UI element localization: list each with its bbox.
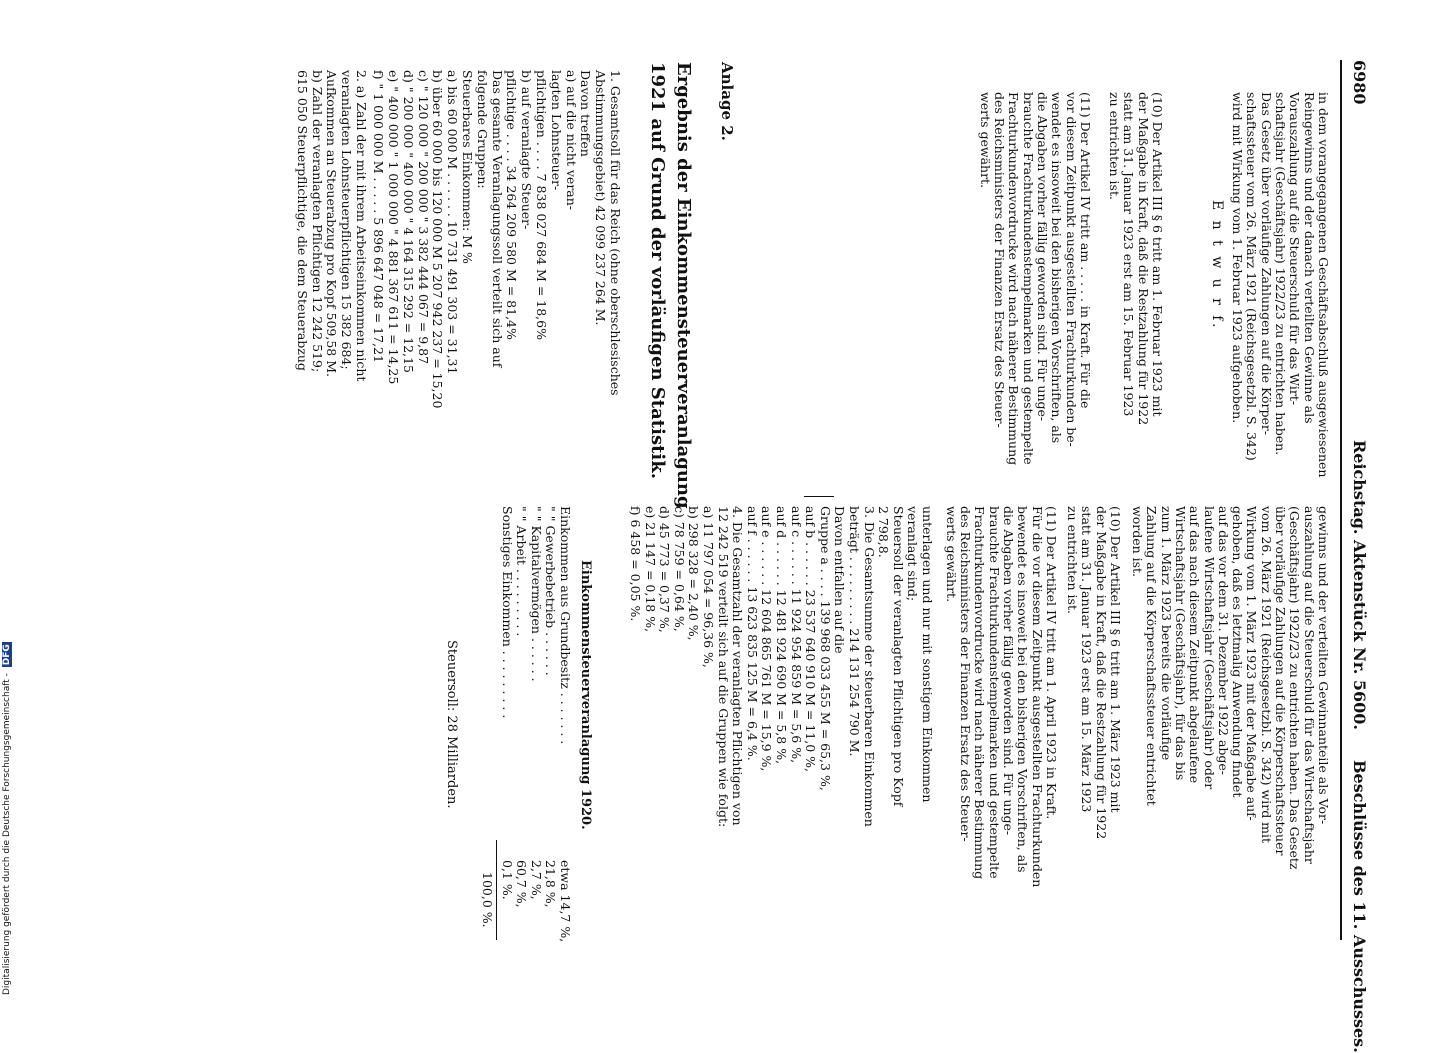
statistic-line: e) " 400 000 " 1 000 000 " 4 881 367 611 = 14,25 — [386, 70, 401, 385]
footer — [2, 605, 16, 995]
statistic-line: auf d . . . . . . 12 481 924 690 M = 5,8 %, — [774, 506, 789, 765]
statistic-line: 615 050 Steuerpflichtige, die dem Steuerabzug — [294, 70, 310, 371]
paragraph-10-line: (10) Der Artikel III § 6 tritt am 1. März 1923 mit — [1108, 506, 1123, 813]
intro-line: vom 26. März 1921 (Reichsgesetzbl. S. 342) wird mit — [1258, 506, 1274, 844]
paragraph-10-line: statt am 31. Januar 1923 erst am 15. Februar 1923 — [1121, 92, 1137, 417]
intro-line: worden ist. — [1130, 506, 1146, 578]
statistic-line: e) 21 147 = 0,18 %, — [642, 506, 658, 633]
statistic-line: beträgt . . . . . . . . . 214 131 254 790 M. — [847, 506, 862, 757]
section-title: E n t w u r f. — [1209, 200, 1225, 331]
annex-title: Anlage 2. — [718, 62, 736, 141]
statistic-line: Das gesamte Veranlagungssoll verteilt sich auf — [489, 70, 505, 368]
paragraph-11-line: (11) Der Artikel IV tritt am . . . . . in Kraft. Für die — [1078, 92, 1093, 409]
page-header — [1340, 60, 1369, 1053]
table-row-label: " " Arbeit . . . . . . . . . — [514, 506, 530, 637]
intro-line: Das Gesetz über vorläufige Zahlungen auf die Körper- — [1258, 92, 1274, 436]
paragraph-11-line: vor diesem Zeitpunkt ausgestellten Frachturkunden be- — [1063, 92, 1079, 447]
statistic-line: auf f . . . . . . 13 623 835 125 M = 6,4 %. — [744, 506, 760, 761]
statistic-line: d) " 200 000 " 400 000 " 4 164 315 292 = 12,15 — [400, 70, 416, 374]
paragraph-11-line: Frachturkundenvordrucke wird nach näherer Bestimmung — [1006, 92, 1022, 466]
paragraph-11-line: werts gewährt. — [977, 92, 993, 189]
statistic-line: lagten Lohnsteuer- — [548, 70, 564, 191]
statistic-line: Abstimmungsgebiet) 42 099 237 264 M. — [593, 70, 609, 326]
intro-line: Reingewinns und der danach verteilten Gewinne als — [1301, 92, 1317, 424]
statistic-line: b) auf veranlagte Steuer- — [519, 70, 535, 230]
paragraph-11-line: brauchte Frachturkundenstempelmarken und gestempelte — [1020, 92, 1036, 465]
statistic-line: pflichtigen . . . . 7 838 027 684 M = 18,6% — [534, 70, 549, 340]
paragraph-10-line: der Maßgabe in Kraft, daß die Restzahlung für 1922 — [1135, 92, 1151, 426]
dfg-logo: DFG — [2, 644, 12, 666]
statistic-line: f) " 1 000 000 M . . . . . 5 896 647 048 = 17,21 — [371, 70, 387, 363]
header-subtitle: Beschlüsse des 11. Ausschusses. — [1350, 760, 1369, 1053]
annex-heading: Ergebnis der Einkommensteuerveranlagung — [673, 62, 694, 509]
column-divider — [804, 496, 834, 497]
paragraph-11-line: Für die vor diesem Zeitpunkt ausgestellten Frachturkunden — [1029, 506, 1045, 888]
statistic-line: auf c . . . . . . 11 924 954 859 M = 5,6 %, — [788, 506, 804, 764]
statistic-line: 2 798,8. — [876, 506, 892, 558]
intro-line: laufene Wirtschaftsjahr (Geschäftsjahr) oder — [1201, 506, 1217, 790]
tax-target-total: Steuersoll: 28 Milliarden. — [444, 640, 459, 809]
statistic-line: a) 11 797 054 = 96,36 %, — [701, 506, 716, 668]
table-row-value: 2,7 %, — [529, 860, 544, 900]
statistic-line: a) auf die nicht veran- — [563, 70, 579, 211]
intro-line: schaftsjahr (Geschäftsjahr) 1922/23 zu entrichten haben. — [1273, 92, 1289, 456]
intro-line: auf das vor dem 31. Dezember 1922 abge- — [1215, 506, 1231, 776]
table-row-value: 60,7 %, — [514, 860, 530, 908]
paragraph-11-line: die Abgaben vorher fällig geworden sind. Für unge- — [1001, 506, 1017, 836]
statistic-line: Aufkommen an Steuerabzug pro Kopf 509,58 M. — [324, 70, 340, 377]
sum-rule — [496, 840, 497, 940]
paragraph-11-line: brauchte Frachturkundenstempelmarken und gestempelte — [986, 506, 1002, 879]
paragraph-10-line: statt am 31. Januar 1923 erst am 15. März 1923 — [1079, 506, 1095, 813]
statistic-line: auf b . . . . . . 23 537 640 910 M = 11,0 %, — [803, 506, 819, 773]
table-row-label: " " Gewerbebetrieb . . . . . . — [543, 506, 559, 676]
paragraph-11-line: des Reichsministers der Finanzen Ersatz des Steuer- — [992, 92, 1008, 428]
intro-line: zum 1. März 1923 bereits die vorläufige — [1158, 506, 1174, 761]
intro-line: gehoben, daß es letztmalig Anwendung findet — [1230, 506, 1246, 798]
statistic-line: Davon treffen — [578, 70, 594, 157]
intro-line: Zahlung auf die Körperschaftssteuer entrichtet — [1144, 506, 1160, 806]
statistic-line: veranlagten Lohnsteuerpflichtigen 15 382 684; — [339, 70, 355, 370]
page-number: 6980 — [1350, 60, 1369, 105]
table-row-label: Sonstiges Einkommen . . . . . . . . . — [500, 506, 515, 719]
statistic-line: unterlagen und nur mit sonstigem Einkommen — [920, 506, 935, 803]
table-row-label: " " Kapitalvermögen . . . . . . — [529, 506, 544, 682]
table-total: 100,0 %. — [480, 872, 495, 928]
statistic-line: Steuerbares Einkommen: M % — [460, 70, 475, 264]
intro-line: Vorauszahlung auf die Steuerschuld für das Wirt- — [1287, 92, 1303, 406]
intro-line: Wirtschaftsjahr (Geschäftsjahr), für das bis — [1173, 506, 1188, 781]
header-rule — [1340, 60, 1342, 940]
paragraph-11-line: des Reichsministers der Finanzen Ersatz des Steuer- — [958, 506, 974, 842]
footer-text: Digitalisierung gefördert durch die Deutsche Forschungsgemeinschaft - — [2, 673, 12, 995]
statistic-line: Gruppe a . . . . 139 968 033 455 M = 65,3 %, — [817, 506, 833, 791]
intro-line: gewinns und der verteilten Gewinnanteile als Vor- — [1316, 506, 1331, 825]
intro-line: auf das nach diesem Zeitpunkt abgelaufene — [1187, 506, 1203, 784]
statistic-line: b) 298 328 = 2,40 %, — [686, 506, 702, 641]
table-title: Einkommensteuerveranlagung 1920. — [578, 560, 593, 830]
statistic-line: c) 78 759 = 0,64 %, — [671, 506, 687, 632]
paragraph-11-line: wendet es insoweit bei den bisherigen Vorschriften, als — [1049, 92, 1065, 444]
paragraph-10-line: zu entrichten ist. — [1107, 92, 1123, 200]
statistic-line: 12 242 519 verteilt sich auf die Gruppen wie folgt: — [715, 506, 731, 828]
intro-line: schaftssteuer vom 26. März 1921 (Reichsgesetzbl. S. 342) — [1244, 92, 1260, 461]
statistic-line: c) " 120 000 " 200 000 " 3 382 444 067 = 9,87 — [415, 70, 431, 365]
table-row-value: 21,8 %, — [543, 860, 559, 908]
intro-line: über vorläufige Zahlungen auf die Körperschaftssteuer — [1273, 506, 1289, 856]
statistic-line: f) 6 458 = 0,05 %. — [628, 506, 643, 622]
annex-heading: 1921 auf Grund der vorläufigen Statistik. — [647, 62, 668, 479]
paragraph-11-line: werts gewährt. — [943, 506, 959, 603]
intro-line: auszahlung auf die Steuerschuld für das Wirtschaftsjahr — [1301, 506, 1317, 864]
intro-line: (Geschäftsjahr) 1922/23 zu entrichten haben. Das Gesetz — [1287, 506, 1303, 870]
statistic-line: pflichtige . . . . 34 264 209 580 M = 81,4% — [504, 70, 520, 340]
statistic-line: d) 45 773 = 0,37 %, — [657, 506, 673, 633]
statistic-line: veranlagt sind; — [905, 506, 921, 602]
paragraph-11-line: (11) Der Artikel IV tritt am 1. April 1923 in Kraft. — [1044, 506, 1059, 820]
paragraph-11-line: bewendet es insoweit bei den bisherigen Vorschriften, als — [1015, 506, 1031, 873]
statistic-line: 4. Die Gesamtzahl der veranlagten Pflichtigen von — [730, 506, 746, 826]
paragraph-11-line: die Abgaben vorher fällig geworden sind. Für unge- — [1035, 92, 1051, 422]
intro-line: wird mit Wirkung vom 1. Februar 1923 aufgehoben. — [1230, 92, 1246, 424]
header-title: Reichstag. Aktenstück Nr. 5600. — [1350, 440, 1369, 730]
paragraph-10-line: der Maßgabe in Kraft, daß die Restzahlung für 1922 — [1093, 506, 1109, 840]
paragraph-10-line: (10) Der Artikel III § 6 tritt am 1. Februar 1923 mit — [1150, 92, 1165, 417]
statistic-line: Davon entfallen auf die — [832, 506, 848, 654]
table-row-value: etwa 14,7 %, — [558, 860, 573, 943]
statistic-line: 1. Gesamtsoll für das Reich (ohne oberschlesisches — [608, 70, 623, 396]
statistic-line: b) über 60 000 bis 120 000 M 5 207 942 237 = 15,20 — [430, 70, 446, 409]
statistic-line: folgende Gruppen: — [474, 70, 490, 189]
statistic-line: Steuersoll der veranlagten Pflichtigen pro Kopf — [890, 506, 906, 807]
intro-line: in dem vorangegangenen Geschäftsabschluß ausgewiesenen — [1316, 92, 1331, 478]
intro-line: Wirkung vom 1. März 1923 mit der Maßgabe auf- — [1244, 506, 1260, 821]
table-row-label: Einkommen aus Grundbesitz . . . . . . . — [558, 506, 573, 745]
statistic-line: b) Zahl der veranlagten Pflichtigen 12 242 519; — [309, 70, 325, 373]
statistic-line: 3. Die Gesamtsumme der steuerbaren Einkommen — [861, 506, 877, 827]
statistic-line: auf e . . . . . . 12 604 865 761 M = 15,9 %, — [759, 506, 775, 772]
table-row-value: 0,1 %. — [500, 860, 515, 900]
paragraph-11-line: Frachturkundenvordrucke wird nach näherer Bestimmung — [972, 506, 988, 880]
paragraph-10-line: zu entrichten ist. — [1065, 506, 1081, 614]
statistic-line: 2. a) Zahl der mit ihrem Arbeitseinkommen nicht — [354, 70, 369, 382]
statistic-line: a) bis 60 000 M . . . . . . 10 731 491 303 = 31,31 — [445, 70, 461, 375]
